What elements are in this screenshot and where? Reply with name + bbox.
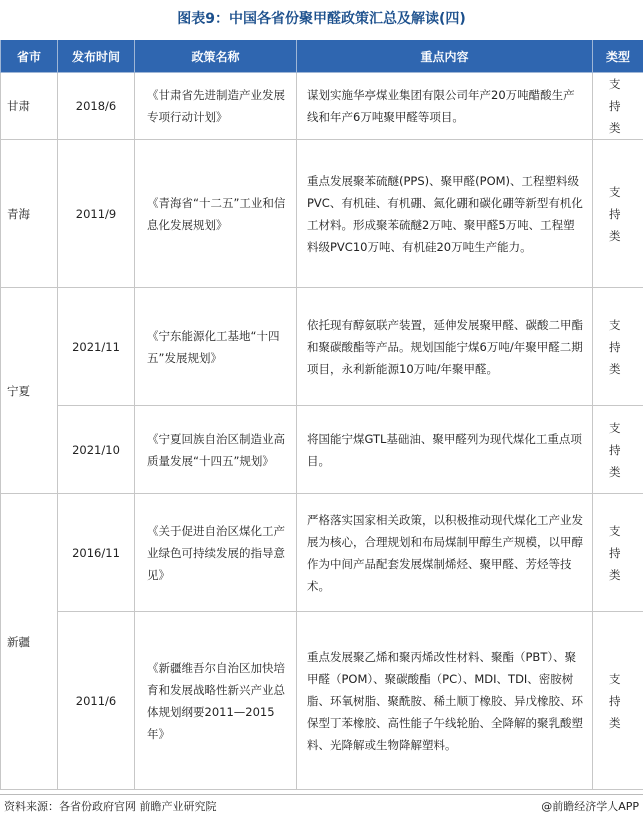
header-type: 类型 (593, 40, 643, 73)
footer (0, 794, 643, 815)
date-cell: 2021/11 (58, 288, 135, 406)
content-cell: 谋划实施华亭煤业集团有限公司年产20万吨醋酸生产线和年产6万吨聚甲醛等项目。 (297, 73, 593, 140)
type-cell: 支持类 (593, 612, 643, 790)
date-cell: 2018/6 (58, 73, 135, 140)
content-cell: 重点发展聚乙烯和聚丙烯改性材料、聚酯（PBT）、聚甲醛（POM）、聚碳酸酯（PC）、MDI、TDI、密胺树脂、环氧树脂、聚酰胺、稀土顺丁橡胶、异戊橡胶、环保型丁苯橡胶、高性能子午线轮胎、全降解的聚乳酸塑料、光降解或生物降解塑料。 (297, 612, 593, 790)
chart-title: 图表9：中国各省份聚甲醛政策汇总及解读(四) (177, 11, 466, 27)
type-cell: 支持类 (593, 288, 643, 406)
table-row (1, 73, 643, 140)
table-row (1, 140, 643, 288)
table-row (1, 612, 643, 790)
province-cell: 宁夏 (1, 288, 58, 494)
source-note: 资料来源：各省份政府官网 前瞻产业研究院 (4, 800, 217, 813)
date-cell: 2011/6 (58, 612, 135, 790)
content-cell: 依托现有醇氨联产装置，延伸发展聚甲醛、碳酸二甲酯和聚碳酸酯等产品。规划国能宁煤6万吨/年聚甲醛二期项目，永利新能源10万吨/年聚甲醛。 (297, 288, 593, 406)
date-cell: 2021/10 (58, 406, 135, 494)
policy-name-cell: 《青海省“十二五”工业和信息化发展规划》 (135, 140, 297, 288)
header-province: 省市 (1, 40, 58, 73)
table-row (1, 406, 643, 494)
content-cell: 严格落实国家相关政策，以积极推动现代煤化工产业发展为核心，合理规划和布局煤制甲醇生产规模，以甲醇作为中间产品配套发展煤制烯烃、聚甲醛、芳烃等技术。 (297, 494, 593, 612)
policy-name-cell: 《甘肃省先进制造产业发展专项行动计划》 (135, 73, 297, 140)
table-header-row (1, 40, 643, 73)
province-cell: 新疆 (1, 494, 58, 790)
table-row (1, 288, 643, 406)
type-cell: 支持类 (593, 140, 643, 288)
type-cell: 支持类 (593, 73, 643, 140)
header-date: 发布时间 (58, 40, 135, 73)
date-cell: 2011/9 (58, 140, 135, 288)
header-key-content: 重点内容 (297, 40, 593, 73)
province-cell: 甘肃 (1, 73, 58, 140)
policy-name-cell: 《宁夏回族自治区制造业高质量发展“十四五”规划》 (135, 406, 297, 494)
policy-name-cell: 《宁东能源化工基地“十四五”发展规划》 (135, 288, 297, 406)
type-cell: 支持类 (593, 406, 643, 494)
policy-name-cell: 《新疆维吾尔自治区加快培育和发展战略性新兴产业总体规划纲要2011—2015年》 (135, 612, 297, 790)
content-cell: 重点发展聚苯硫醚(PPS)、聚甲醛(POM)、工程塑料级PVC、有机硅、有机硼、氮化硼和碳化硼等新型有机化工材料。形成聚苯硫醚2万吨、聚甲醛5万吨、工程塑料级PVC10万吨、有机硅20万吨生产能力。 (297, 140, 593, 288)
type-cell: 支持类 (593, 494, 643, 612)
content-cell: 将国能宁煤GTL基础油、聚甲醛列为现代煤化工重点项目。 (297, 406, 593, 494)
brand-credit: @前瞻经济学人APP (541, 800, 639, 813)
table-row (1, 494, 643, 612)
policy-table (0, 40, 643, 790)
policy-name-cell: 《关于促进自治区煤化工产业绿色可持续发展的指导意见》 (135, 494, 297, 612)
province-cell: 青海 (1, 140, 58, 288)
header-policy-name: 政策名称 (135, 40, 297, 73)
date-cell: 2016/11 (58, 494, 135, 612)
